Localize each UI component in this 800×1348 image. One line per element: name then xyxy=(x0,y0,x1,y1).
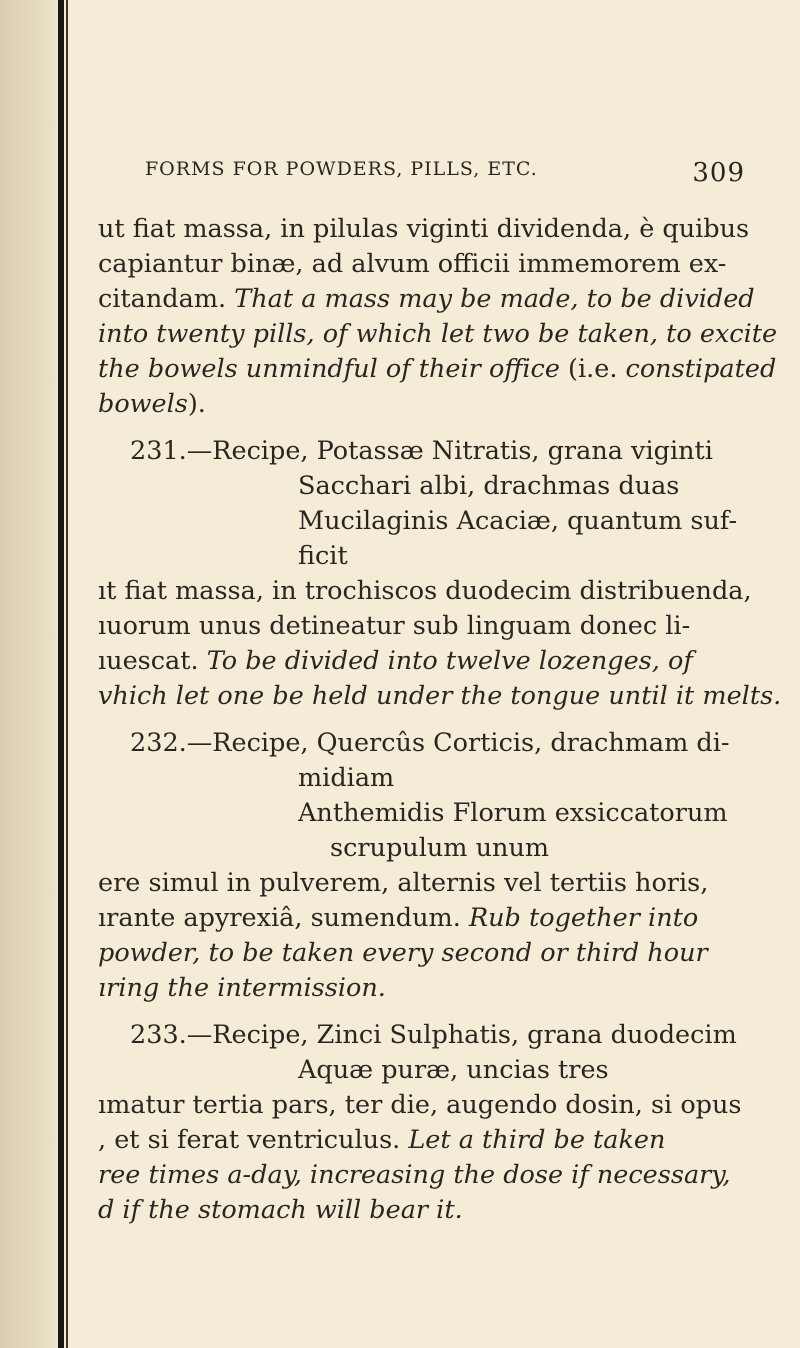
recipe-heading: 233.—Recipe, Zinci Sulphatis, grana duodecim xyxy=(130,1020,737,1050)
text-line: ut fiat massa, in pilulas viginti dividenda, è quibus xyxy=(98,214,750,244)
ingredient: Anthemidis Florum exsiccatorum xyxy=(298,798,728,828)
ingredient: Sacchari albi, drachmas duas xyxy=(298,471,680,501)
text-line: bowels). xyxy=(98,389,206,419)
page-number: 309 xyxy=(692,158,745,188)
ingredient: Aquæ puræ, uncias tres xyxy=(298,1055,609,1085)
text-line: capiantur binæ, ad alvum officii immemorem ex- xyxy=(98,249,727,279)
text-line: into twenty pills, of which let two be taken, to excite xyxy=(98,319,778,349)
ingredient: scrupulum unum xyxy=(330,833,550,863)
text-line: ıt fiat massa, in trochiscos duodecim distribuenda, xyxy=(98,576,752,606)
text-line: ımatur tertia pars, ter die, augendo dosin, si opus xyxy=(98,1090,742,1120)
text-line: the bowels unmindful of their office (i.e. constipated xyxy=(98,354,777,384)
ingredient: Mucilaginis Acaciæ, quantum suf- xyxy=(298,506,738,536)
text-line: ree times a-day, increasing the dose if necessary, xyxy=(98,1160,731,1190)
book-binding xyxy=(58,0,64,1348)
recipe-heading: 232.—Recipe, Quercûs Corticis, drachmam di- xyxy=(130,728,730,758)
text-line: , et si ferat ventriculus. Let a third be taken xyxy=(98,1125,666,1155)
text-line: ıring the intermission. xyxy=(98,973,386,1003)
page-body xyxy=(98,212,782,1228)
text-line: ere simul in pulverem, alternis vel tertiis horis, xyxy=(98,868,709,898)
binding-edge xyxy=(66,0,68,1348)
ingredient: midiam xyxy=(298,763,395,793)
text-line: powder, to be taken every second or third hour xyxy=(98,938,708,968)
text-line: vhich let one be held under the tongue until it melts. xyxy=(98,681,782,711)
text-line: citandam. That a mass may be made, to be divided xyxy=(98,284,755,314)
recipe-heading: 231.—Recipe, Potassæ Nitratis, grana viginti xyxy=(130,436,713,466)
text-line: d if the stomach will bear it. xyxy=(98,1195,463,1225)
running-head-title: FORMS FOR POWDERS, PILLS, ETC. xyxy=(145,158,538,180)
running-head xyxy=(145,158,745,188)
text-line: ıuescat. To be divided into twelve lozenges, of xyxy=(98,646,693,676)
text-line: ırante apyrexiâ, sumendum. Rub together into xyxy=(98,903,699,933)
ingredient: ficit xyxy=(298,541,348,571)
text-line: ıuorum unus detineatur sub linguam donec li- xyxy=(98,611,691,641)
